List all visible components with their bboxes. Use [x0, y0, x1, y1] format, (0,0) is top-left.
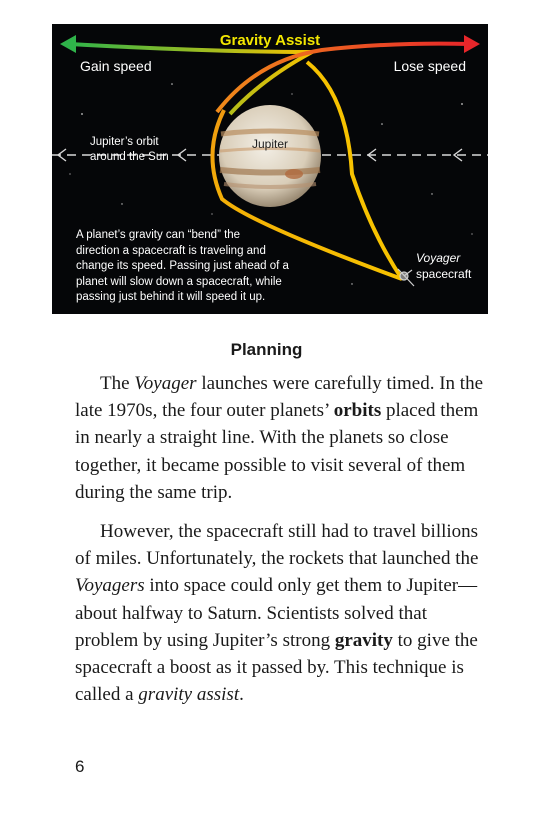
- voyager-label-line1: Voyager: [416, 251, 461, 265]
- gain-speed-label: Gain speed: [80, 58, 152, 74]
- caption-line: direction a spacecraft is traveling and: [76, 244, 266, 257]
- voyager-label-line2: spacecraft: [416, 267, 472, 281]
- caption-line: planet will slow down a spacecraft, while: [76, 275, 282, 288]
- voyager-label: [416, 250, 471, 282]
- caption-line: A planet’s gravity can “bend” the: [76, 229, 241, 241]
- term-voyagers: Voyagers: [75, 575, 145, 597]
- text-run: launches were carefully timed. In the late 1970s, the four outer planets’: [75, 373, 484, 422]
- page-number: 6: [75, 757, 85, 776]
- lose-speed-arrow: [217, 44, 470, 112]
- gravity-assist-figure: [52, 24, 488, 314]
- text-run: into space could only get them to Jupiter—about halfway to Saturn. Scientists solved that problem by using Jupiter’s strong: [75, 575, 478, 651]
- caption-line: passing just behind it will speed it up.: [76, 291, 266, 303]
- text-run: However, the spacecraft still had to travel billions of miles. Unfortunately, the rockets that launched the: [75, 521, 479, 570]
- glossary-term-gravity: gravity: [334, 629, 393, 651]
- jupiter-label: Jupiter: [252, 137, 289, 151]
- text-run: .: [239, 684, 244, 706]
- figure-title: Gravity Assist: [219, 32, 321, 49]
- lose-speed-label: Lose speed: [393, 58, 466, 74]
- text-run: placed them in nearly a straight line. With the planets so close together, it became possible to visit several of them during the same trip.: [75, 400, 479, 503]
- orbit-label-line2: around the Sun: [90, 151, 169, 163]
- figure-caption: [76, 228, 289, 306]
- paragraph-2: [75, 518, 490, 708]
- orbit-label-line1: Jupiter’s orbit: [90, 136, 159, 148]
- gain-speed-arrow: [70, 44, 312, 114]
- glossary-term-orbits: orbits: [333, 400, 382, 422]
- jupiter-planet-icon: [219, 105, 321, 207]
- orbit-label: [90, 135, 169, 165]
- voyager-spacecraft-icon: [398, 269, 414, 286]
- term-gravity-assist: gravity assist: [138, 684, 240, 706]
- caption-line: change its speed. Passing just ahead of a: [76, 260, 289, 272]
- paragraph-1: [75, 370, 490, 506]
- term-voyager: Voyager: [134, 373, 197, 394]
- text-run: The: [100, 373, 135, 394]
- text-run: to give the spacecraft a boost as it passed by. This technique is called a: [75, 629, 478, 706]
- section-heading: Planning: [230, 340, 303, 359]
